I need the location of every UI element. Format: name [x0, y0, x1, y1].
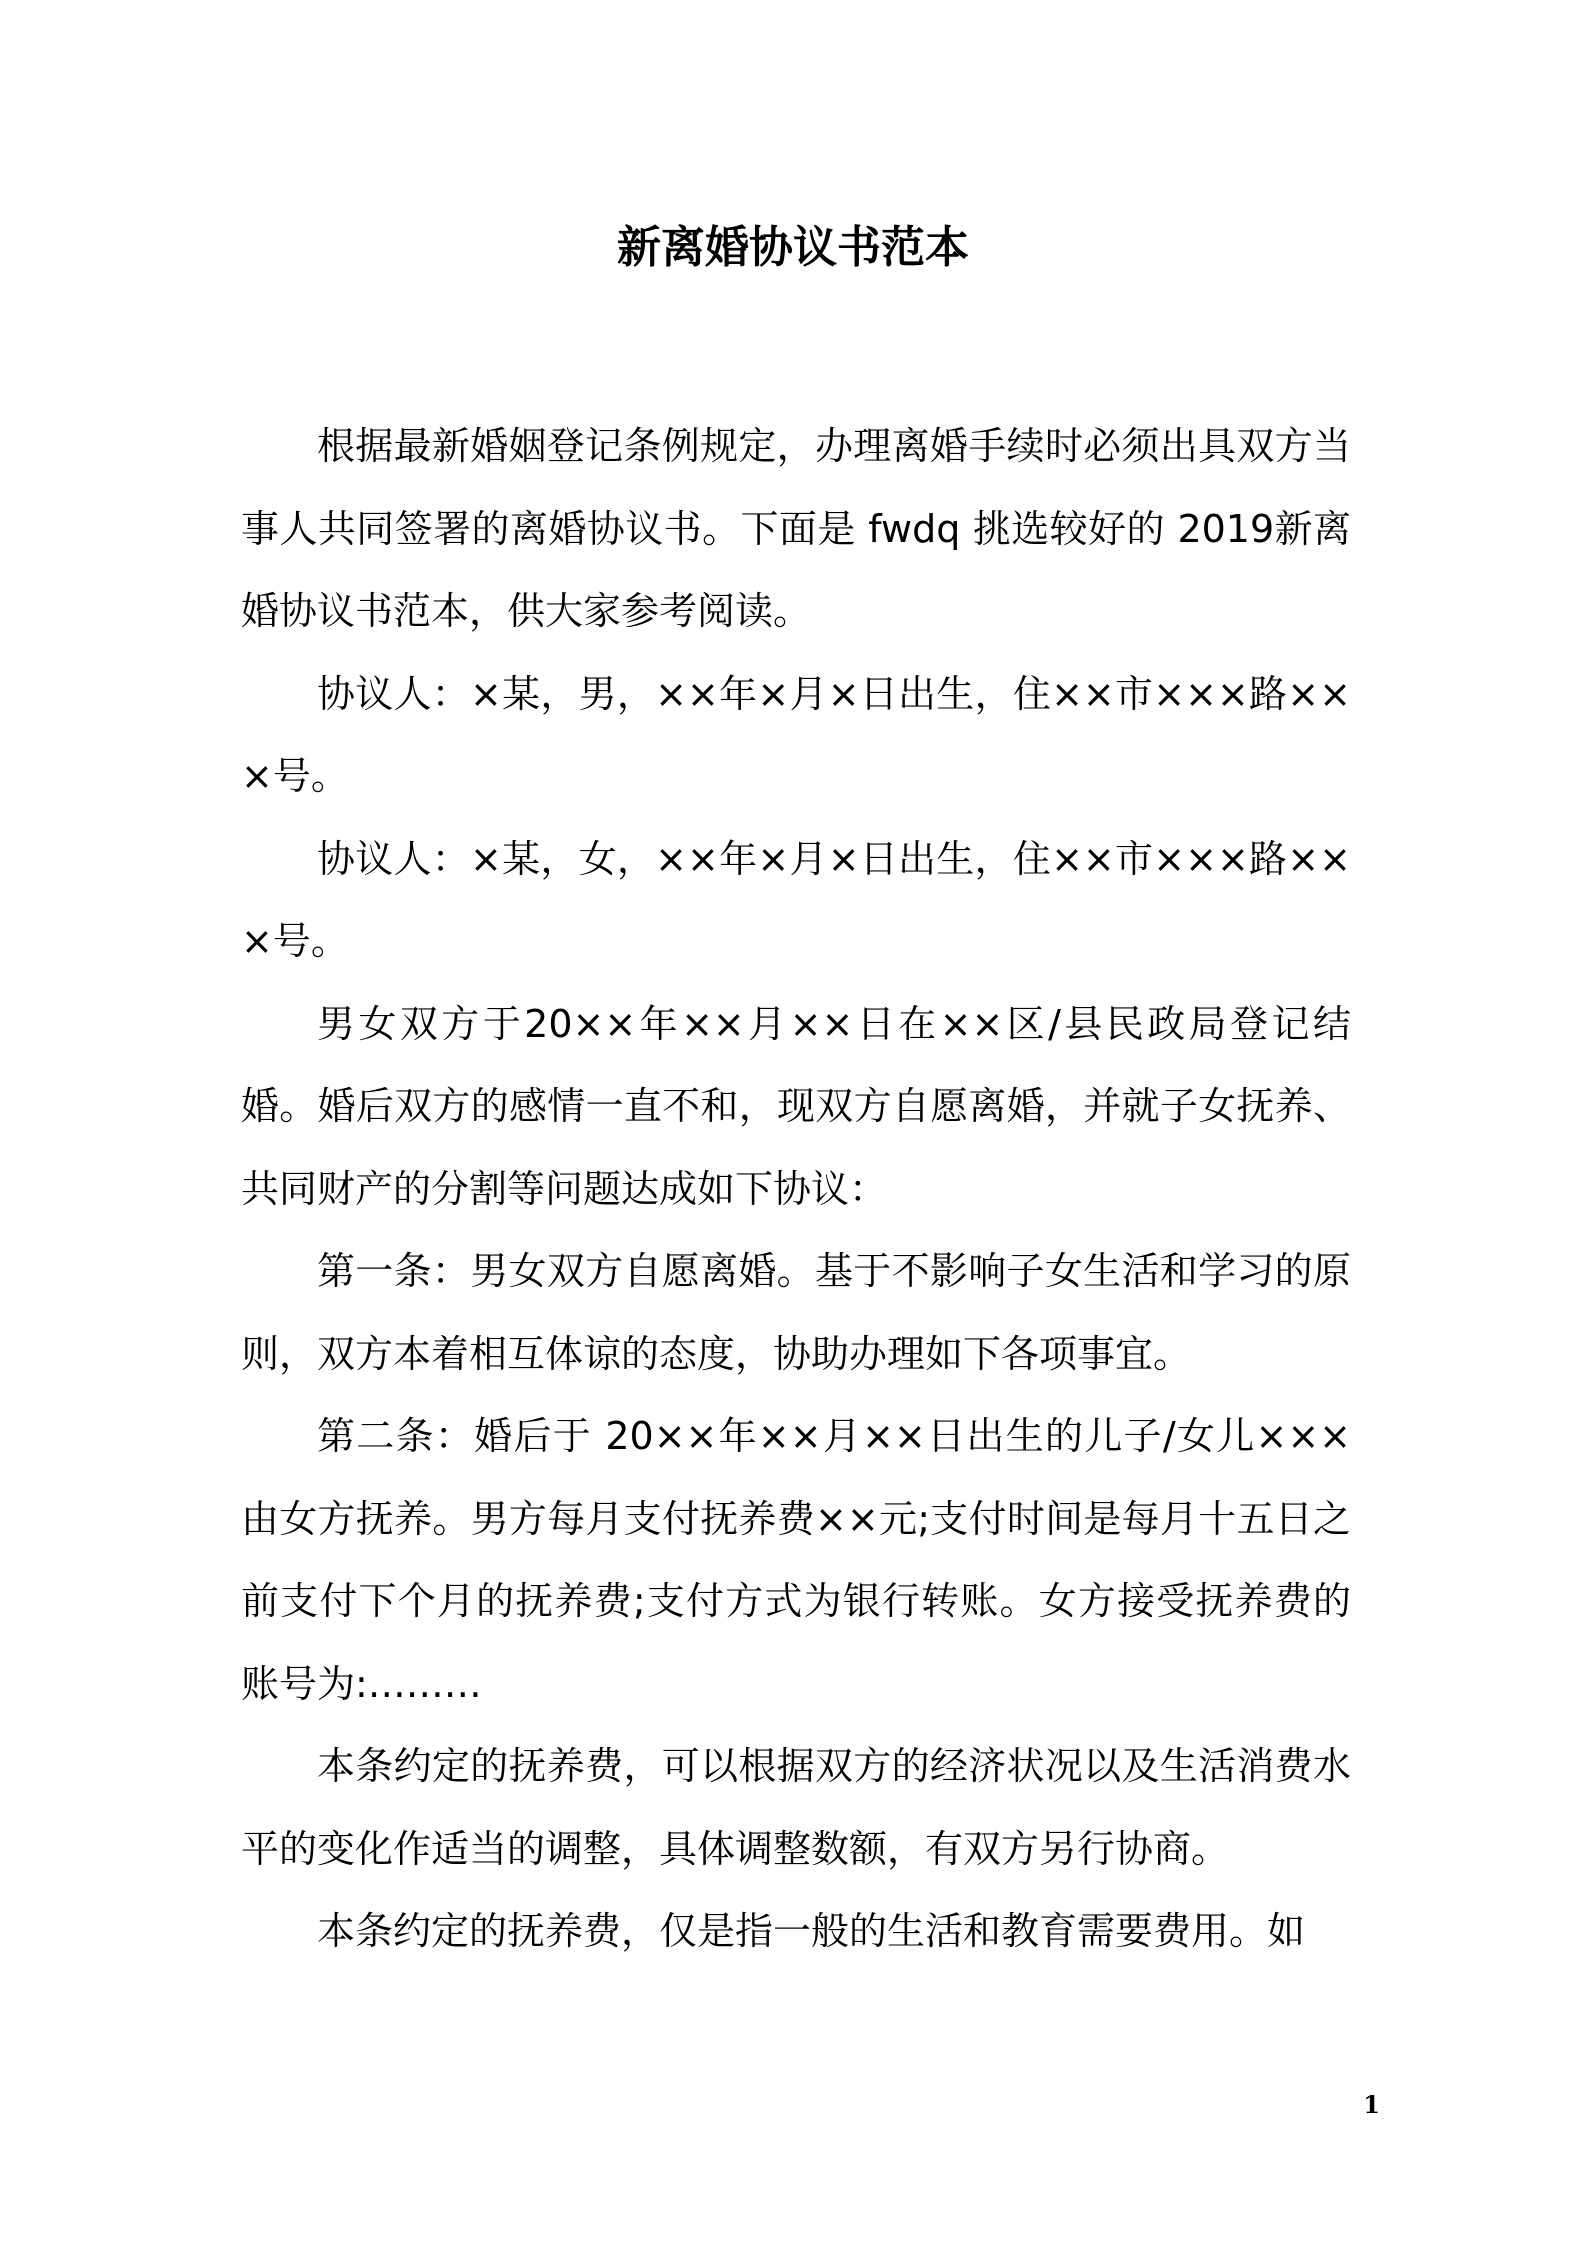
paragraph-party-male: 协议人：×某，男，××年×月×日出生，住××市×××路×××号。 [241, 671, 1351, 798]
paragraph-support-scope: 本条约定的抚养费，仅是指一般的生活和教育需要费用。如 [317, 1909, 1306, 1953]
document-body [241, 405, 1351, 1973]
document-title: 新离婚协议书范本 [617, 222, 969, 273]
paragraph-background: 男女双方于20××年××月××日在××区/县民政局登记结婚。婚后双方的感情一直不和，现双方自愿离婚，并就子女抚养、共同财产的分割等问题达成如下协议： [241, 1001, 1351, 1211]
paragraph-article-2: 第二条：婚后于 20××年××月××日出生的儿子/女儿×××由女方抚养。男方每月支付抚养费××元;支付时间是每月十五日之前支付下个月的抚养费;支付方式为银行转账。女方接受抚养费的账号为:……… [241, 1414, 1351, 1706]
paragraph-article-1: 第一条：男女双方自愿离婚。基于不影响子女生活和学习的原则，双方本着相互体谅的态度，协助办理如下各项事宜。 [241, 1249, 1351, 1376]
page-number: 1 [1363, 2090, 1380, 2119]
paragraph-intro: 根据最新婚姻登记条例规定，办理离婚手续时必须出具双方当事人共同签署的离婚协议书。下面是 fwdq 挑选较好的 2019新离婚协议书范本，供大家参考阅读。 [241, 424, 1351, 633]
paragraph-party-female: 协议人：×某，女，××年×月×日出生，住××市×××路×××号。 [241, 836, 1351, 963]
paragraph-support-adjustment: 本条约定的抚养费，可以根据双方的经济状况以及生活消费水平的变化作适当的调整，具体调整数额，有双方另行协商。 [241, 1744, 1351, 1871]
